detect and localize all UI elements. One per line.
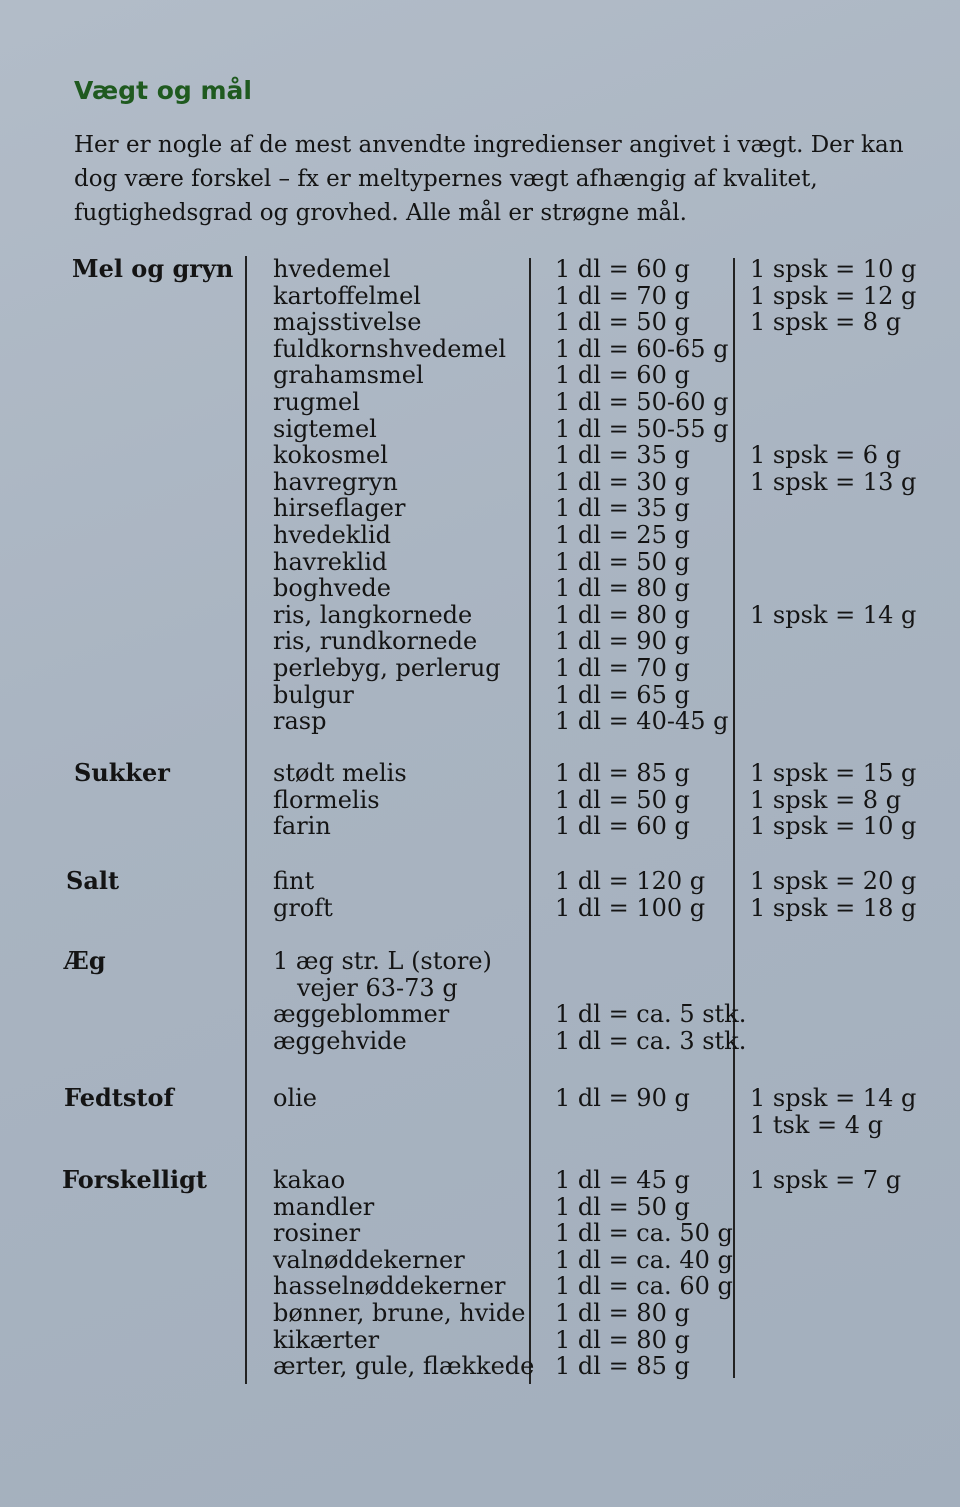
ingredient-name: kikærter — [273, 1325, 380, 1354]
spsk-measure: 1 spsk = 8 g — [750, 308, 902, 337]
dl-measure — [555, 948, 746, 975]
column-divider-left — [245, 256, 247, 1384]
spsk-measure — [750, 495, 916, 522]
spsk-measure — [750, 1273, 901, 1300]
ingredient-name: ris, langkornede — [273, 600, 473, 629]
ingredient-name: 1 æg str. L (store) — [273, 947, 492, 975]
dl-measure: 1 dl = 80 g — [555, 574, 690, 603]
dl-measure: 1 dl = 50 g — [555, 308, 690, 337]
category-label: Sukker — [74, 758, 170, 787]
ingredient-name: grahamsmel — [273, 361, 424, 390]
ingredient-name-column — [273, 948, 492, 1054]
dl-measure: 1 dl = 50 g — [555, 547, 690, 576]
spsk-measure — [750, 1353, 901, 1380]
ingredient-name-column — [273, 1085, 317, 1138]
ingredient-name: æggehvide — [273, 1026, 407, 1055]
ingredient-name: fuldkornshvedemel — [273, 334, 507, 363]
dl-measure-column — [555, 868, 705, 921]
dl-measure: 1 dl = 60 g — [555, 361, 690, 390]
spsk-measure-column — [750, 760, 916, 840]
ingredient-name: kartoffelmel — [273, 281, 421, 310]
spsk-measure: 1 spsk = 18 g — [750, 893, 917, 922]
dl-measure: 1 dl = 80 g — [555, 1325, 690, 1354]
dl-measure: 1 dl = 60-65 g — [555, 334, 729, 363]
dl-measure — [555, 975, 746, 1002]
spsk-measure: 1 spsk = 15 g — [750, 759, 917, 787]
ingredient-name: sigtemel — [273, 414, 377, 443]
spsk-measure — [750, 416, 916, 443]
ingredient-name: æggeblommer — [273, 1000, 450, 1029]
category-label: Fedtstof — [64, 1083, 174, 1112]
ingredient-name: rasp — [273, 707, 327, 736]
spsk-measure — [750, 389, 916, 416]
spsk-measure — [750, 708, 916, 735]
dl-measure: 1 dl = 30 g — [555, 467, 690, 496]
spsk-measure — [750, 1247, 901, 1274]
dl-measure: 1 dl = 65 g — [555, 680, 690, 709]
spsk-measure: 1 tsk = 4 g — [750, 1110, 884, 1139]
spsk-measure — [750, 655, 916, 682]
spsk-measure: 1 spsk = 14 g — [750, 1084, 917, 1112]
ingredient-name: groft — [273, 893, 333, 922]
page-title: Vægt og mål — [74, 76, 252, 105]
dl-measure: 1 dl = 60 g — [555, 255, 690, 283]
dl-measure-column — [555, 1085, 690, 1138]
ingredient-name: ærter, gule, flækkede — [273, 1352, 535, 1381]
dl-measure: 1 dl = 80 g — [555, 1298, 690, 1327]
spsk-measure: 1 spsk = 10 g — [750, 812, 917, 841]
ingredient-name: fint — [273, 867, 315, 895]
spsk-measure: 1 spsk = 7 g — [750, 1166, 902, 1194]
category-label: Salt — [66, 866, 120, 895]
column-divider-right — [733, 258, 735, 1378]
dl-measure-column — [555, 760, 690, 840]
dl-measure: 1 dl = 90 g — [555, 627, 690, 656]
spsk-measure-column — [750, 1167, 901, 1380]
spsk-measure — [750, 1194, 901, 1221]
category-label: Mel og gryn — [72, 254, 234, 283]
dl-measure: 1 dl = 70 g — [555, 653, 690, 682]
dl-measure-column — [555, 948, 746, 1054]
dl-measure: 1 dl = ca. 60 g — [555, 1272, 733, 1301]
spsk-measure-column — [750, 868, 916, 921]
spsk-measure: 1 spsk = 12 g — [750, 281, 917, 310]
dl-measure: 1 dl = ca. 50 g — [555, 1219, 733, 1248]
ingredient-name-column — [273, 256, 506, 735]
intro-paragraph: Her er nogle af de mest anvendte ingredienser angivet i vægt. Der kan dog være forskel – fx er meltypernes vægt afhængig af kvalitet, fugtighedsgrad og grovhed. Alle mål er strøgne mål. — [74, 132, 904, 226]
dl-measure: 1 dl = 50 g — [555, 785, 690, 814]
spsk-measure: 1 spsk = 8 g — [750, 785, 902, 814]
ingredient-name — [273, 1112, 317, 1139]
spsk-measure — [750, 1220, 901, 1247]
ingredient-name: olie — [273, 1084, 318, 1112]
ingredient-name: valnøddekerner — [273, 1245, 465, 1274]
dl-measure-column — [555, 256, 728, 735]
spsk-measure — [750, 575, 916, 602]
ingredient-name-column — [273, 760, 407, 840]
ingredient-name: perlebyg, perlerug — [273, 653, 501, 682]
spsk-measure: 1 spsk = 10 g — [750, 255, 917, 283]
ingredient-name: rugmel — [273, 387, 360, 416]
spsk-measure — [750, 682, 916, 709]
spsk-measure — [750, 522, 916, 549]
dl-measure: 1 dl = ca. 3 stk. — [555, 1026, 747, 1055]
dl-measure: 1 dl = 40-45 g — [555, 707, 729, 736]
dl-measure: 1 dl = 100 g — [555, 893, 706, 922]
spsk-measure — [750, 362, 916, 389]
ingredient-name: bønner, brune, hvide — [273, 1298, 526, 1327]
ingredient-name-column — [273, 868, 333, 921]
ingredient-name: hvedemel — [273, 255, 391, 283]
dl-measure: 1 dl = 50-60 g — [555, 387, 729, 416]
ingredient-name: hasselnøddekerner — [273, 1272, 506, 1301]
spsk-measure-column — [750, 256, 916, 735]
spsk-measure — [750, 336, 916, 363]
ingredient-name: ris, rundkornede — [273, 627, 478, 656]
dl-measure: 1 dl = 85 g — [555, 1352, 690, 1381]
spsk-measure — [750, 549, 916, 576]
spsk-measure — [750, 1300, 901, 1327]
ingredient-name: majsstivelse — [273, 308, 422, 337]
dl-measure: 1 dl = 45 g — [555, 1166, 690, 1194]
ingredient-name-column — [273, 1167, 534, 1380]
spsk-measure: 1 spsk = 20 g — [750, 867, 917, 895]
dl-measure-column — [555, 1167, 733, 1380]
spsk-measure-column — [750, 1085, 916, 1138]
spsk-measure: 1 spsk = 6 g — [750, 441, 902, 470]
dl-measure: 1 dl = 120 g — [555, 867, 706, 895]
spsk-measure — [750, 1327, 901, 1354]
ingredient-name: flormelis — [273, 785, 380, 814]
ingredient-name: kakao — [273, 1166, 346, 1194]
spsk-measure — [750, 628, 916, 655]
ingredient-name: rosiner — [273, 1219, 361, 1248]
ingredient-name: farin — [273, 812, 331, 841]
ingredient-name: hirseflager — [273, 494, 406, 523]
dl-measure: 1 dl = 80 g — [555, 600, 690, 629]
ingredient-name: stødt melis — [273, 759, 407, 787]
ingredient-name: hvedeklid — [273, 520, 392, 549]
dl-measure: 1 dl = 50-55 g — [555, 414, 729, 443]
ingredient-name: vejer 63-73 g — [297, 973, 458, 1002]
category-label: Æg — [64, 946, 106, 975]
dl-measure: 1 dl = ca. 5 stk. — [555, 1000, 747, 1029]
dl-measure: 1 dl = 25 g — [555, 520, 690, 549]
dl-measure: 1 dl = 35 g — [555, 494, 690, 523]
dl-measure: 1 dl = 85 g — [555, 759, 690, 787]
ingredient-name: boghvede — [273, 574, 391, 603]
spsk-measure: 1 spsk = 14 g — [750, 600, 917, 629]
dl-measure: 1 dl = 60 g — [555, 812, 690, 841]
ingredient-name: kokosmel — [273, 441, 388, 470]
ingredient-name: havregryn — [273, 467, 398, 496]
ingredient-name: bulgur — [273, 680, 354, 709]
spsk-measure: 1 spsk = 13 g — [750, 467, 917, 496]
dl-measure: 1 dl = 50 g — [555, 1192, 690, 1221]
dl-measure: 1 dl = 35 g — [555, 441, 690, 470]
ingredient-name: mandler — [273, 1192, 375, 1221]
dl-measure: 1 dl = 70 g — [555, 281, 690, 310]
category-label: Forskelligt — [62, 1165, 208, 1194]
ingredient-name: havreklid — [273, 547, 388, 576]
dl-measure: 1 dl = ca. 40 g — [555, 1245, 733, 1274]
dl-measure: 1 dl = 90 g — [555, 1084, 690, 1112]
dl-measure — [555, 1112, 690, 1139]
